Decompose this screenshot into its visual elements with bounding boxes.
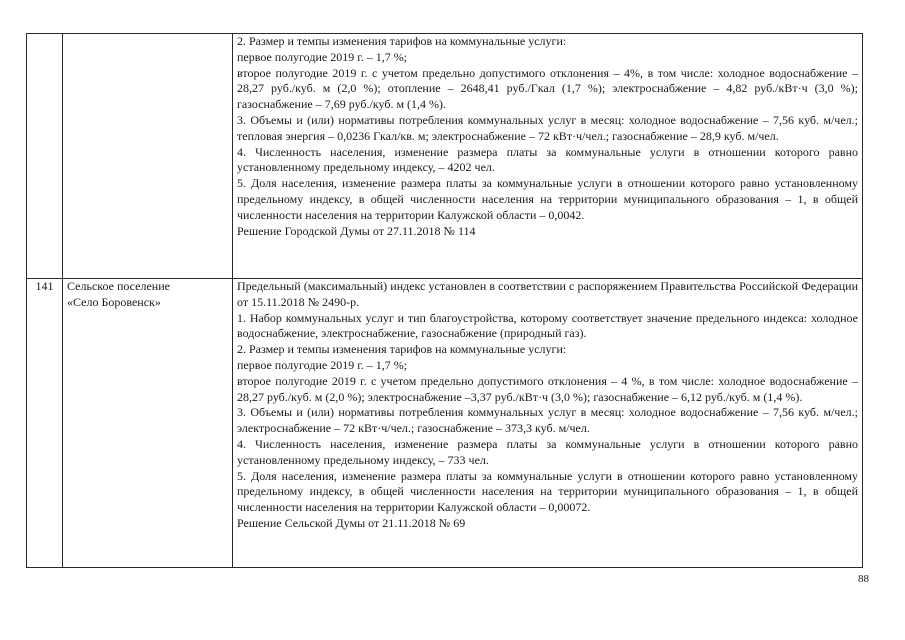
paragraph: Предельный (максимальный) индекс установлен в соответствии с распоряжением Правительства Российской Федерации от 15.11.2018 № 2490-р.: [237, 279, 858, 309]
paragraph: 5. Доля населения, изменение размера платы за коммунальные услуги в отношении которого равно установленному предельному индексу, в общей численности населения на территории муниципального образования – 1, в общей численности населения на территории Калужской области – 0,0042.: [237, 176, 858, 222]
paragraph: 2. Размер и темпы изменения тарифов на коммунальные услуги:: [237, 342, 567, 357]
paragraph: 4. Численность населения, изменение размера платы за коммунальные услуги в отношении которого равно установленному предельному индексу, – 733 чел.: [237, 436, 858, 467]
municipality-name-line: Сельское поселение: [67, 279, 170, 293]
municipality-name-line: «Село Боровенск»: [67, 294, 161, 309]
row-number: 141: [27, 279, 63, 568]
table-row: [27, 279, 863, 568]
table-row: [27, 34, 863, 279]
paragraph: 2. Размер и темпы изменения тарифов на коммунальные услуги:: [237, 34, 567, 48]
paragraph: 4. Численность населения, изменение размера платы за коммунальные услуги в отношении которого равно установленному предельному индексу, – 4202 чел.: [237, 144, 858, 175]
row-number: [27, 34, 63, 279]
paragraph: 5. Доля населения, изменение размера платы за коммунальные услуги в отношении которого равно установленному предельному индексу, в общей численности населения на территории муниципального образования – 1, в общей численности населения на территории Калужской области – 0,00072.: [237, 468, 858, 515]
municipality-name: [63, 279, 233, 568]
tariff-table: [26, 33, 863, 568]
page-number: 88: [858, 573, 869, 585]
row-details: [233, 279, 863, 568]
paragraph: первое полугодие 2019 г. – 1,7 %;: [237, 357, 408, 372]
paragraph: второе полугодие 2019 г. с учетом предельно допустимого отклонения – 4%, в том числе: холодное водоснабжение – 28,27 руб./куб. м (2,0 %); отопление – 2648,41 руб./Гкал (1,7 %); электроснабжение – 4,82 руб./кВт·ч (3,0 %); газоснабжение – 7,69 руб./куб. м (1,4 %).: [237, 65, 858, 112]
decision-reference: Решение Городской Думы от 27.11.2018 № 114: [237, 223, 476, 238]
decision-reference: Решение Сельской Думы от 21.11.2018 № 69: [237, 515, 466, 530]
paragraph: второе полугодие 2019 г. с учетом предельно допустимого отклонения – 4 %, в том числе: холодное водоснабжение – 28,27 руб./куб. м (2,0 %); электроснабжение –3,37 руб./кВт·ч (3,0 %); газоснабжение – 6,12 руб./куб. м (1,4 %).: [237, 373, 858, 404]
paragraph: 3. Объемы и (или) нормативы потребления коммунальных услуг в месяц: холодное водоснабжение – 7,56 куб. м/чел.; электроснабжение – 72 кВт·ч/чел.; газоснабжение – 373,3 куб. м/чел.: [237, 405, 858, 436]
row-details: [233, 34, 863, 279]
paragraph: 3. Объемы и (или) нормативы потребления коммунальных услуг в месяц: холодное водоснабжение – 7,56 куб. м/чел.; тепловая энергия – 0,0236 Гкал/кв. м; электроснабжение – 72 кВт·ч/чел.; газоснабжение – 28,9 куб. м/чел.: [237, 112, 858, 143]
paragraph: 1. Набор коммунальных услуг и тип благоустройства, которому соответствует значение предельного индекса: холодное водоснабжение, электроснабжение, газоснабжение (природный газ).: [237, 310, 858, 341]
municipality-name: [63, 34, 233, 279]
paragraph: первое полугодие 2019 г. – 1,7 %;: [237, 49, 408, 64]
